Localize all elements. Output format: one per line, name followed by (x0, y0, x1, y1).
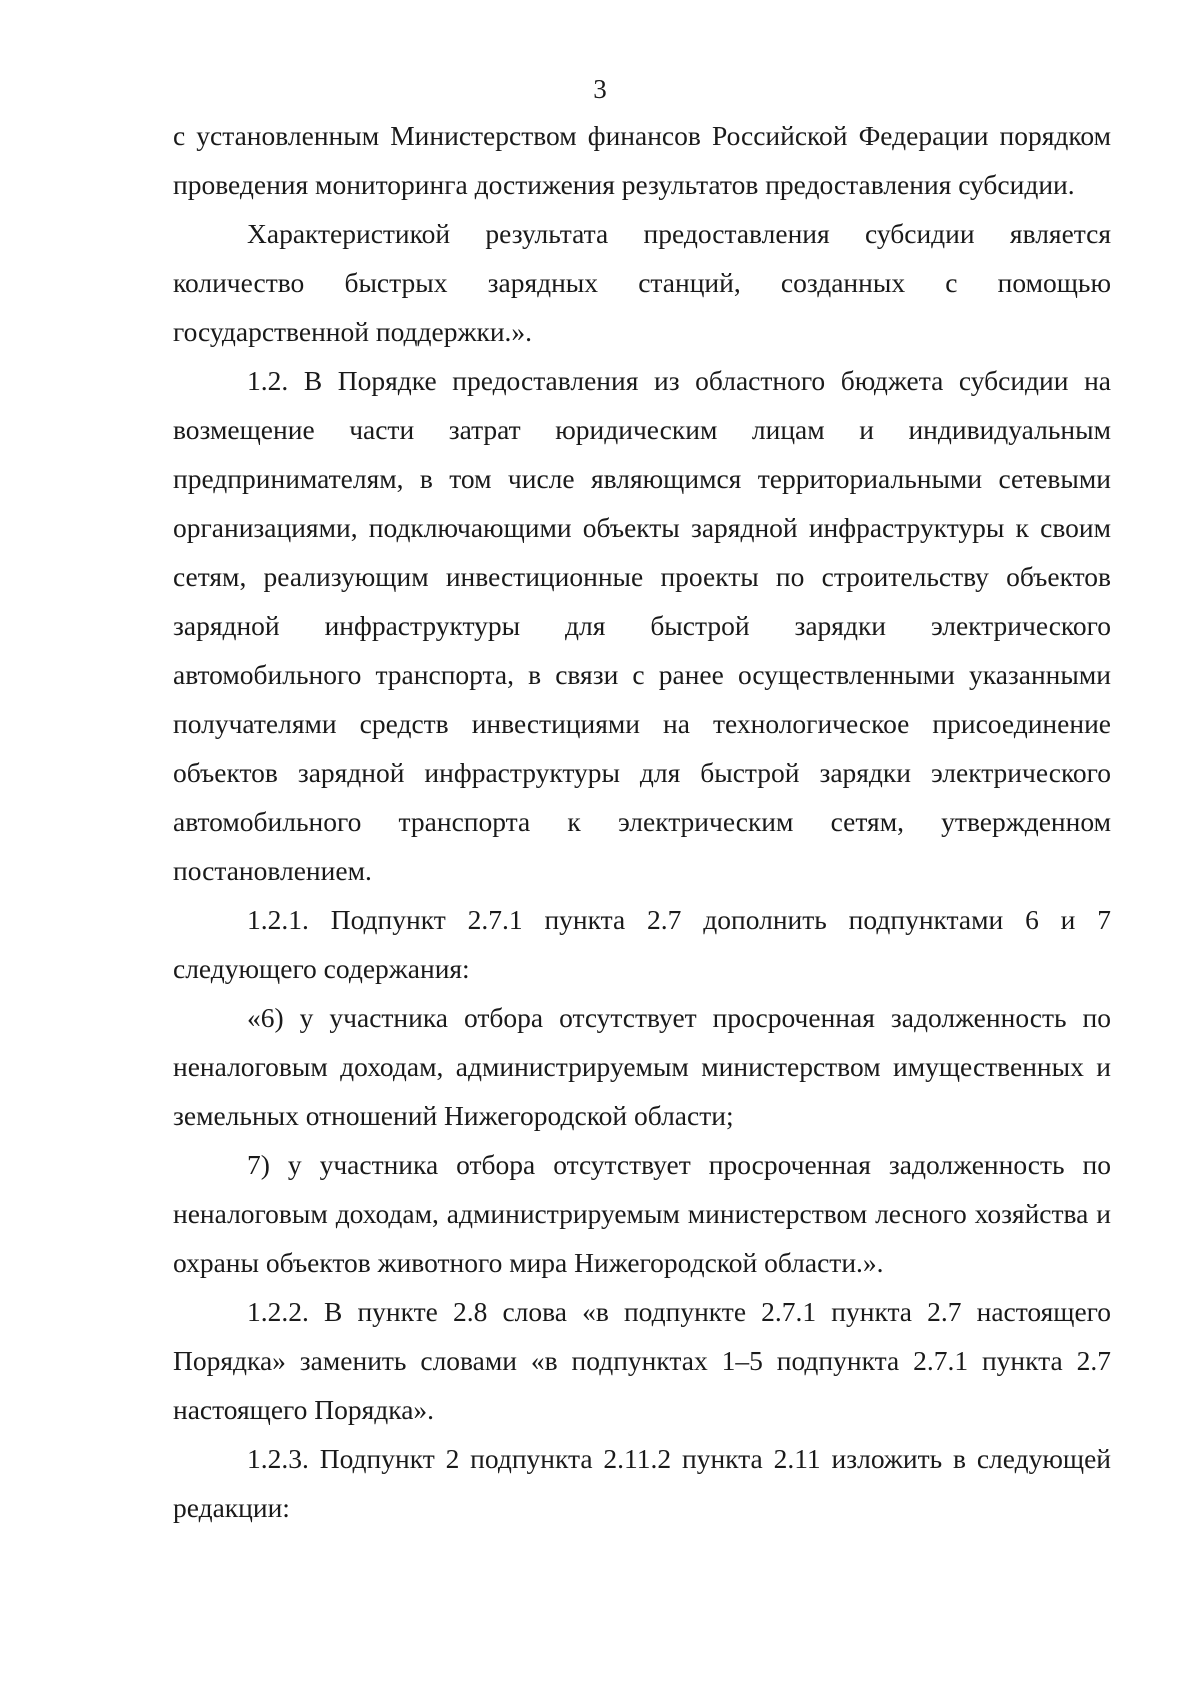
paragraph-continuation: с установленным Министерством финансов Российской Федерации порядком проведения мониторинга достижения результатов предоставления субсидии. (173, 120, 1111, 200)
paragraph-subpoint-7: 7) у участника отбора отсутствует просроченная задолженность по неналоговым доходам, администрируемым министерством лесного хозяйства и охраны объектов животного мира Нижегородской области.». (173, 1149, 1111, 1278)
paragraph-result-characteristic: Характеристикой результата предоставления субсидии является количество быстрых зарядных станций, созданных с помощью государственной поддержки.». (173, 218, 1111, 347)
paragraph-1-2-1: 1.2.1. Подпункт 2.7.1 пункта 2.7 дополнить подпунктами 6 и 7 следующего содержания: (173, 904, 1111, 984)
document-body (173, 111, 1111, 1532)
paragraph-1-2-2: 1.2.2. В пункте 2.8 слова «в подпункте 2.7.1 пункта 2.7 настоящего Порядка» заменить словами «в подпунктах 1–5 подпункта 2.7.1 пункта 2.7 настоящего Порядка». (173, 1296, 1111, 1425)
page-number: 3 (593, 74, 607, 104)
paragraph-subpoint-6: «6) у участника отбора отсутствует просроченная задолженность по неналоговым доходам, администрируемым министерством имущественных и земельных отношений Нижегородской области; (173, 1002, 1111, 1131)
paragraph-1-2-3: 1.2.3. Подпункт 2 подпункта 2.11.2 пункта 2.11 изложить в следующей редакции: (173, 1443, 1111, 1523)
paragraph-1-2: 1.2. В Порядке предоставления из областного бюджета субсидии на возмещение части затрат юридическим лицам и индивидуальным предпринимателям, в том числе являющимся территориальными сетевыми организациями, подключающими объекты зарядной инфраструктуры к своим сетям, реализующим инвестиционные проекты по строительству объектов зарядной инфраструктуры для быстрой зарядки электрического автомобильного транспорта, в связи с ранее осуществленными указанными получателями средств инвестициями на технологическое присоединение объектов зарядной инфраструктуры для быстрой зарядки электрического автомобильного транспорта к электрическим сетям, утвержденном постановлением. (173, 365, 1111, 886)
